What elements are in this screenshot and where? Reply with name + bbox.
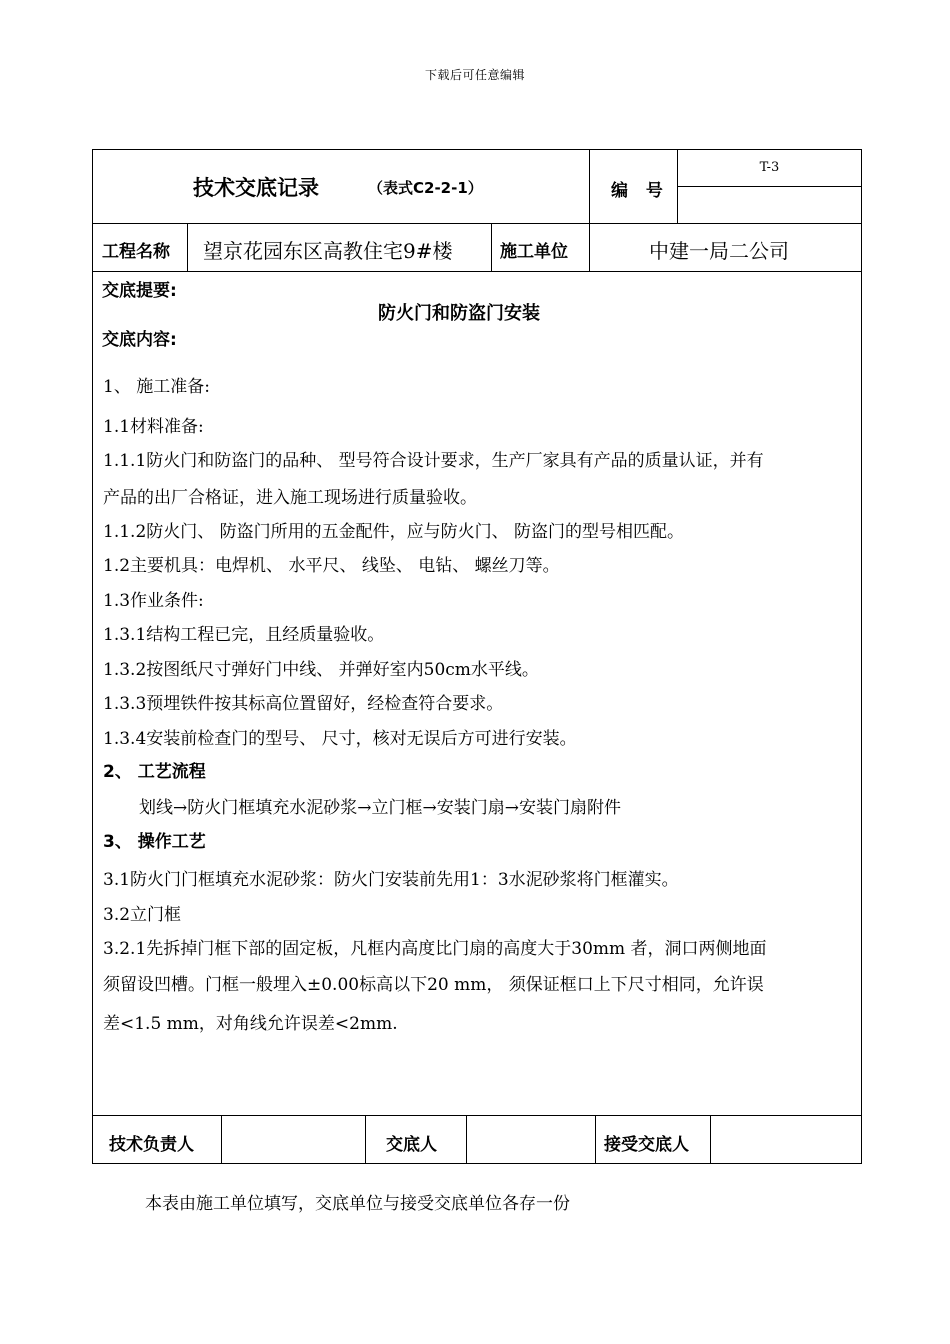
number-label: 编 号 bbox=[611, 181, 669, 201]
form-number-code: （表式C2-2-1） bbox=[368, 179, 483, 197]
receiver-label: 接受交底人 bbox=[604, 1135, 689, 1155]
content-line: 1.3.4安装前检查门的型号、 尺寸，核对无误后方可进行安装。 bbox=[103, 729, 577, 749]
disclosure-form bbox=[92, 149, 862, 1164]
col-divider bbox=[491, 223, 492, 271]
summary-value: 防火门和防盗门安装 bbox=[378, 303, 540, 324]
discloser-field[interactable] bbox=[472, 1130, 590, 1154]
col-divider bbox=[710, 1115, 711, 1164]
process-flow: 划线→防火门框填充水泥砂浆→立门框→安装门扇→安装门扇附件 bbox=[139, 798, 621, 818]
content-line: 差<1.5 mm，对角线允许误差<2mm. bbox=[103, 1014, 398, 1034]
tech-lead-field[interactable] bbox=[227, 1130, 359, 1154]
tech-lead-label: 技术负责人 bbox=[109, 1135, 194, 1155]
project-name-label: 工程名称 bbox=[102, 242, 170, 262]
number-value: T-3 bbox=[759, 160, 780, 175]
content-line: 1.3.3预埋铁件按其标高位置留好，经检查符合要求。 bbox=[103, 694, 504, 714]
project-name-value: 望京花园东区高教住宅9#楼 bbox=[203, 239, 453, 263]
col-divider bbox=[466, 1115, 467, 1164]
col-divider bbox=[595, 1115, 596, 1164]
section-3-title: 3、 操作工艺 bbox=[103, 832, 206, 852]
col-divider bbox=[221, 1115, 222, 1164]
content-label: 交底内容: bbox=[102, 330, 177, 350]
content-line: 3.2.1先拆掉门框下部的固定板，凡框内高度比门扇的高度大于30mm 者，洞口两侧地面 bbox=[103, 939, 767, 959]
content-line: 3.2立门框 bbox=[103, 905, 182, 925]
col-divider bbox=[589, 150, 590, 271]
row-divider bbox=[93, 271, 861, 272]
summary-label: 交底提要: bbox=[102, 281, 177, 301]
row-divider bbox=[93, 1115, 861, 1116]
content-line: 产品的出厂合格证，进入施工现场进行质量验收。 bbox=[103, 488, 477, 508]
discloser-label: 交底人 bbox=[386, 1135, 437, 1155]
content-line: 须留设凹槽。门框一般埋入±0.00标高以下20 mm， 须保证框口上下尺寸相同，允许误 bbox=[103, 975, 764, 995]
section-1-title: 1、 施工准备: bbox=[103, 377, 210, 397]
form-title: 技术交底记录 bbox=[193, 176, 319, 200]
content-line: 1.2主要机具：电焊机、 水平尺、 线坠、 电钻、 螺丝刀等。 bbox=[103, 556, 560, 576]
receiver-field[interactable] bbox=[716, 1130, 856, 1154]
section-2-title: 2、 工艺流程 bbox=[103, 762, 206, 782]
page-header-note: 下载后可任意编辑 bbox=[424, 68, 525, 82]
content-line: 1.1材料准备: bbox=[103, 417, 204, 437]
content-line: 1.3.1结构工程已完，且经质量验收。 bbox=[103, 625, 385, 645]
col-divider bbox=[187, 223, 188, 271]
number-cell-divider bbox=[677, 186, 861, 187]
row-divider bbox=[93, 223, 861, 224]
footer-note: 本表由施工单位填写，交底单位与接受交底单位各存一份 bbox=[145, 1194, 570, 1214]
col-divider bbox=[365, 1115, 366, 1164]
content-line: 1.3作业条件: bbox=[103, 591, 204, 611]
contractor-value: 中建一局二公司 bbox=[649, 239, 789, 263]
content-line: 3.1防火门门框填充水泥砂浆：防火门安装前先用1：3水泥砂浆将门框灌实。 bbox=[103, 870, 679, 890]
contractor-label: 施工单位 bbox=[500, 242, 568, 262]
content-line: 1.3.2按图纸尺寸弹好门中线、 并弹好室内50cm水平线。 bbox=[103, 660, 539, 680]
content-line: 1.1.2防火门、 防盗门所用的五金配件，应与防火门、 防盗门的型号相匹配。 bbox=[103, 522, 685, 542]
content-line: 1.1.1防火门和防盗门的品种、 型号符合设计要求，生产厂家具有产品的质量认证，并有 bbox=[103, 451, 764, 471]
